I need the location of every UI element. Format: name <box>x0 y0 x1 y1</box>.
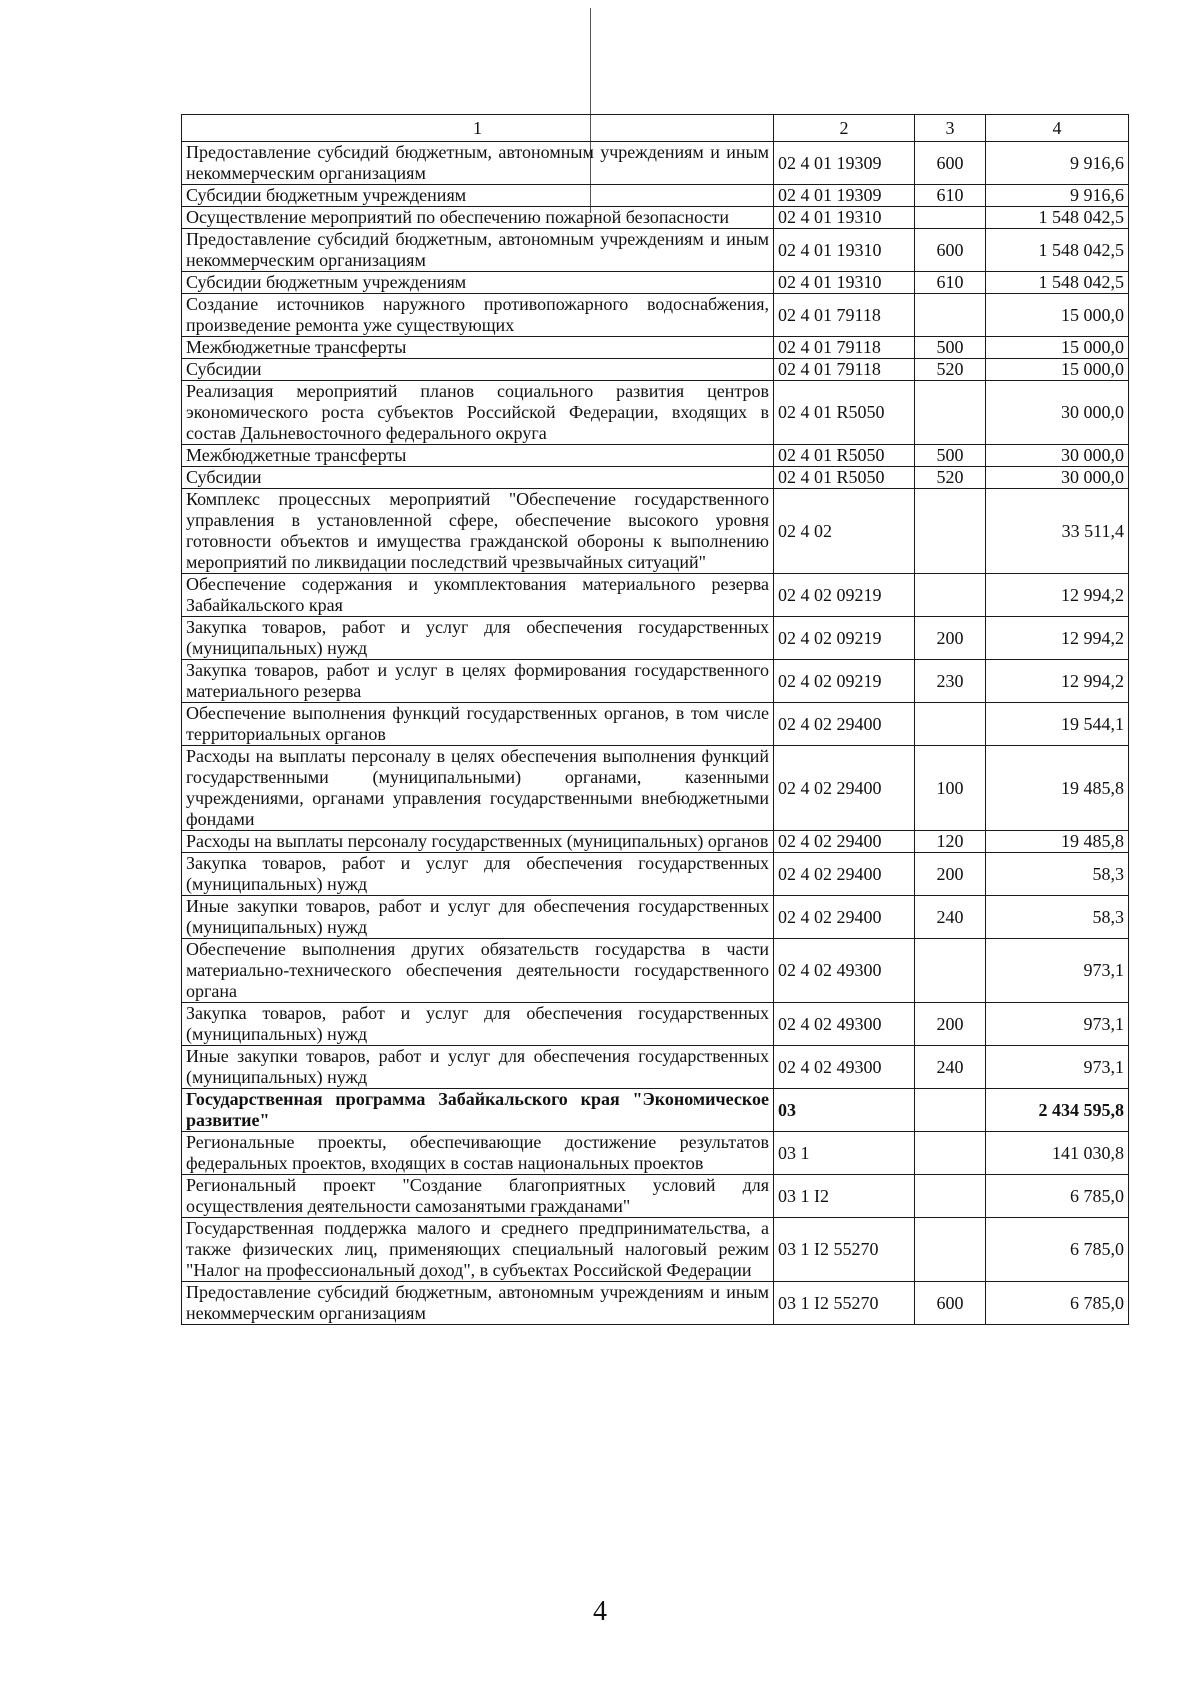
row-code-cell: 02 4 01 19309 <box>774 185 915 207</box>
row-code-cell: 02 4 02 49300 <box>774 1046 915 1089</box>
row-sum-cell: 19 544,1 <box>986 703 1129 746</box>
row-code-cell: 02 4 02 29400 <box>774 746 915 831</box>
row-name-cell: Межбюджетные трансферты <box>182 337 774 359</box>
row-kind-cell: 600 <box>915 229 986 272</box>
header-row <box>182 115 1129 142</box>
row-kind-cell <box>915 207 986 229</box>
table-row <box>182 207 1129 229</box>
row-code-cell: 02 4 01 79118 <box>774 337 915 359</box>
row-name-cell: Субсидии <box>182 467 774 489</box>
row-code-cell: 02 4 01 R5050 <box>774 467 915 489</box>
row-name-cell: Закупка товаров, работ и услуг для обеспечения государственных (муниципальных) нужд <box>182 617 774 660</box>
table-row <box>182 337 1129 359</box>
table-row <box>182 896 1129 939</box>
row-code-cell: 03 1 I2 <box>774 1175 915 1218</box>
header-col-4: 4 <box>986 115 1129 142</box>
row-sum-cell: 141 030,8 <box>986 1132 1129 1175</box>
row-name-cell: Закупка товаров, работ и услуг для обеспечения государственных (муниципальных) нужд <box>182 853 774 896</box>
page-number: 4 <box>593 1596 607 1627</box>
row-kind-cell: 200 <box>915 853 986 896</box>
row-name-cell: Субсидии <box>182 359 774 381</box>
row-code-cell: 03 1 <box>774 1132 915 1175</box>
row-name-cell: Государственная программа Забайкальского края "Экономическое развитие" <box>182 1089 774 1132</box>
table-row <box>182 617 1129 660</box>
table-row <box>182 229 1129 272</box>
row-code-cell: 02 4 02 09219 <box>774 660 915 703</box>
row-sum-cell: 1 548 042,5 <box>986 207 1129 229</box>
row-sum-cell: 15 000,0 <box>986 359 1129 381</box>
table-row <box>182 185 1129 207</box>
row-code-cell: 02 4 02 09219 <box>774 617 915 660</box>
row-sum-cell: 15 000,0 <box>986 294 1129 337</box>
row-name-cell: Субсидии бюджетным учреждениям <box>182 272 774 294</box>
row-sum-cell: 9 916,6 <box>986 142 1129 185</box>
row-code-cell: 02 4 01 19310 <box>774 229 915 272</box>
row-sum-cell: 58,3 <box>986 896 1129 939</box>
row-sum-cell: 15 000,0 <box>986 337 1129 359</box>
row-kind-cell: 520 <box>915 467 986 489</box>
row-kind-cell: 500 <box>915 445 986 467</box>
row-sum-cell: 30 000,0 <box>986 381 1129 445</box>
table-row <box>182 1175 1129 1218</box>
row-kind-cell <box>915 1089 986 1132</box>
row-code-cell: 02 4 01 79118 <box>774 294 915 337</box>
table-row <box>182 1089 1129 1132</box>
row-kind-cell <box>915 574 986 617</box>
row-sum-cell: 6 785,0 <box>986 1282 1129 1325</box>
row-kind-cell <box>915 939 986 1003</box>
row-name-cell: Закупка товаров, работ и услуг для обеспечения государственных (муниципальных) нужд <box>182 1003 774 1046</box>
row-sum-cell: 19 485,8 <box>986 831 1129 853</box>
row-sum-cell: 9 916,6 <box>986 185 1129 207</box>
row-sum-cell: 30 000,0 <box>986 467 1129 489</box>
row-kind-cell: 240 <box>915 1046 986 1089</box>
row-sum-cell: 12 994,2 <box>986 574 1129 617</box>
table-row <box>182 574 1129 617</box>
table-row <box>182 1132 1129 1175</box>
row-name-cell: Обеспечение содержания и укомплектования материального резерва Забайкальского края <box>182 574 774 617</box>
row-kind-cell: 200 <box>915 1003 986 1046</box>
header-col-2: 2 <box>774 115 915 142</box>
row-name-cell: Реализация мероприятий планов социального развития центров экономического роста субъектов Российской Федерации, входящих в состав Дальневосточного федерального округа <box>182 381 774 445</box>
row-code-cell: 02 4 02 09219 <box>774 574 915 617</box>
row-kind-cell: 610 <box>915 272 986 294</box>
row-sum-cell: 973,1 <box>986 1046 1129 1089</box>
row-code-cell: 02 4 02 49300 <box>774 1003 915 1046</box>
row-sum-cell: 6 785,0 <box>986 1175 1129 1218</box>
row-sum-cell: 973,1 <box>986 1003 1129 1046</box>
table-row <box>182 272 1129 294</box>
row-kind-cell <box>915 1132 986 1175</box>
table-row <box>182 142 1129 185</box>
row-code-cell: 03 1 I2 55270 <box>774 1218 915 1282</box>
row-kind-cell: 600 <box>915 142 986 185</box>
row-kind-cell: 100 <box>915 746 986 831</box>
row-code-cell: 02 4 02 49300 <box>774 939 915 1003</box>
table-row <box>182 853 1129 896</box>
budget-table <box>181 114 1129 1325</box>
row-name-cell: Обеспечение выполнения функций государственных органов, в том числе территориальных органов <box>182 703 774 746</box>
table-row <box>182 1046 1129 1089</box>
row-name-cell: Субсидии бюджетным учреждениям <box>182 185 774 207</box>
row-kind-cell: 200 <box>915 617 986 660</box>
row-sum-cell: 33 511,4 <box>986 489 1129 574</box>
row-kind-cell <box>915 381 986 445</box>
row-name-cell: Региональные проекты, обеспечивающие достижение результатов федеральных проектов, входящих в состав национальных проектов <box>182 1132 774 1175</box>
row-name-cell: Региональный проект "Создание благоприятных условий для осуществления деятельности самозанятыми гражданами" <box>182 1175 774 1218</box>
row-name-cell: Комплекс процессных мероприятий "Обеспечение государственного управления в установленной сфере, обеспечение высокого уровня готовности объектов и имущества гражданской обороны к выполнению мероприятий по ликвидации последствий чрезвычайных ситуаций" <box>182 489 774 574</box>
row-code-cell: 02 4 01 R5050 <box>774 445 915 467</box>
row-name-cell: Осуществление мероприятий по обеспечению пожарной безопасности <box>182 207 774 229</box>
row-kind-cell: 120 <box>915 831 986 853</box>
row-kind-cell: 230 <box>915 660 986 703</box>
row-kind-cell <box>915 489 986 574</box>
row-kind-cell <box>915 294 986 337</box>
row-kind-cell <box>915 1218 986 1282</box>
header-col-1: 1 <box>182 115 774 142</box>
row-code-cell: 02 4 01 19309 <box>774 142 915 185</box>
table-row <box>182 939 1129 1003</box>
table-row <box>182 381 1129 445</box>
row-code-cell: 02 4 01 R5050 <box>774 381 915 445</box>
row-name-cell: Предоставление субсидий бюджетным, автономным учреждениям и иным некоммерческим организациям <box>182 1282 774 1325</box>
row-name-cell: Создание источников наружного противопожарного водоснабжения, произведение ремонта уже существующих <box>182 294 774 337</box>
row-name-cell: Предоставление субсидий бюджетным, автономным учреждениям и иным некоммерческим организациям <box>182 142 774 185</box>
table-row <box>182 1282 1129 1325</box>
row-sum-cell: 58,3 <box>986 853 1129 896</box>
row-name-cell: Межбюджетные трансферты <box>182 445 774 467</box>
row-kind-cell: 500 <box>915 337 986 359</box>
row-sum-cell: 12 994,2 <box>986 660 1129 703</box>
row-code-cell: 02 4 02 29400 <box>774 703 915 746</box>
row-name-cell: Предоставление субсидий бюджетным, автономным учреждениям и иным некоммерческим организациям <box>182 229 774 272</box>
row-kind-cell <box>915 703 986 746</box>
row-sum-cell: 2 434 595,8 <box>986 1089 1129 1132</box>
table-row <box>182 1218 1129 1282</box>
row-code-cell: 03 1 I2 55270 <box>774 1282 915 1325</box>
row-sum-cell: 12 994,2 <box>986 617 1129 660</box>
row-sum-cell: 19 485,8 <box>986 746 1129 831</box>
header-col-3: 3 <box>915 115 986 142</box>
row-sum-cell: 973,1 <box>986 939 1129 1003</box>
row-kind-cell: 610 <box>915 185 986 207</box>
row-name-cell: Расходы на выплаты персоналу в целях обеспечения выполнения функций государственными (муниципальными) органами, казенными учреждениями, органами управления государственными внебюджетными фондами <box>182 746 774 831</box>
table-row <box>182 489 1129 574</box>
table-row <box>182 1003 1129 1046</box>
table-row <box>182 294 1129 337</box>
row-kind-cell: 240 <box>915 896 986 939</box>
table-row <box>182 467 1129 489</box>
row-sum-cell: 1 548 042,5 <box>986 229 1129 272</box>
row-code-cell: 02 4 02 29400 <box>774 831 915 853</box>
table-row <box>182 660 1129 703</box>
table-row <box>182 359 1129 381</box>
row-name-cell: Иные закупки товаров, работ и услуг для обеспечения государственных (муниципальных) нужд <box>182 1046 774 1089</box>
row-name-cell: Закупка товаров, работ и услуг в целях формирования государственного материального резерва <box>182 660 774 703</box>
row-code-cell: 02 4 02 <box>774 489 915 574</box>
row-sum-cell: 1 548 042,5 <box>986 272 1129 294</box>
row-code-cell: 02 4 02 29400 <box>774 853 915 896</box>
row-sum-cell: 30 000,0 <box>986 445 1129 467</box>
row-name-cell: Расходы на выплаты персоналу государственных (муниципальных) органов <box>182 831 774 853</box>
row-sum-cell: 6 785,0 <box>986 1218 1129 1282</box>
row-kind-cell <box>915 1175 986 1218</box>
row-name-cell: Обеспечение выполнения других обязательств государства в части материально-технического обеспечения деятельности государственного органа <box>182 939 774 1003</box>
table-row <box>182 746 1129 831</box>
row-kind-cell: 520 <box>915 359 986 381</box>
table-row <box>182 445 1129 467</box>
table-body <box>182 142 1129 1325</box>
row-code-cell: 02 4 02 29400 <box>774 896 915 939</box>
row-code-cell: 02 4 01 79118 <box>774 359 915 381</box>
row-name-cell: Государственная поддержка малого и среднего предпринимательства, а также физических лиц, применяющих специальный налоговый режим "Налог на профессиональный доход", в субъектах Российской Федерации <box>182 1218 774 1282</box>
row-kind-cell: 600 <box>915 1282 986 1325</box>
row-code-cell: 02 4 01 19310 <box>774 272 915 294</box>
row-code-cell: 02 4 01 19310 <box>774 207 915 229</box>
row-code-cell: 03 <box>774 1089 915 1132</box>
table-row <box>182 703 1129 746</box>
table-row <box>182 831 1129 853</box>
row-name-cell: Иные закупки товаров, работ и услуг для обеспечения государственных (муниципальных) нужд <box>182 896 774 939</box>
